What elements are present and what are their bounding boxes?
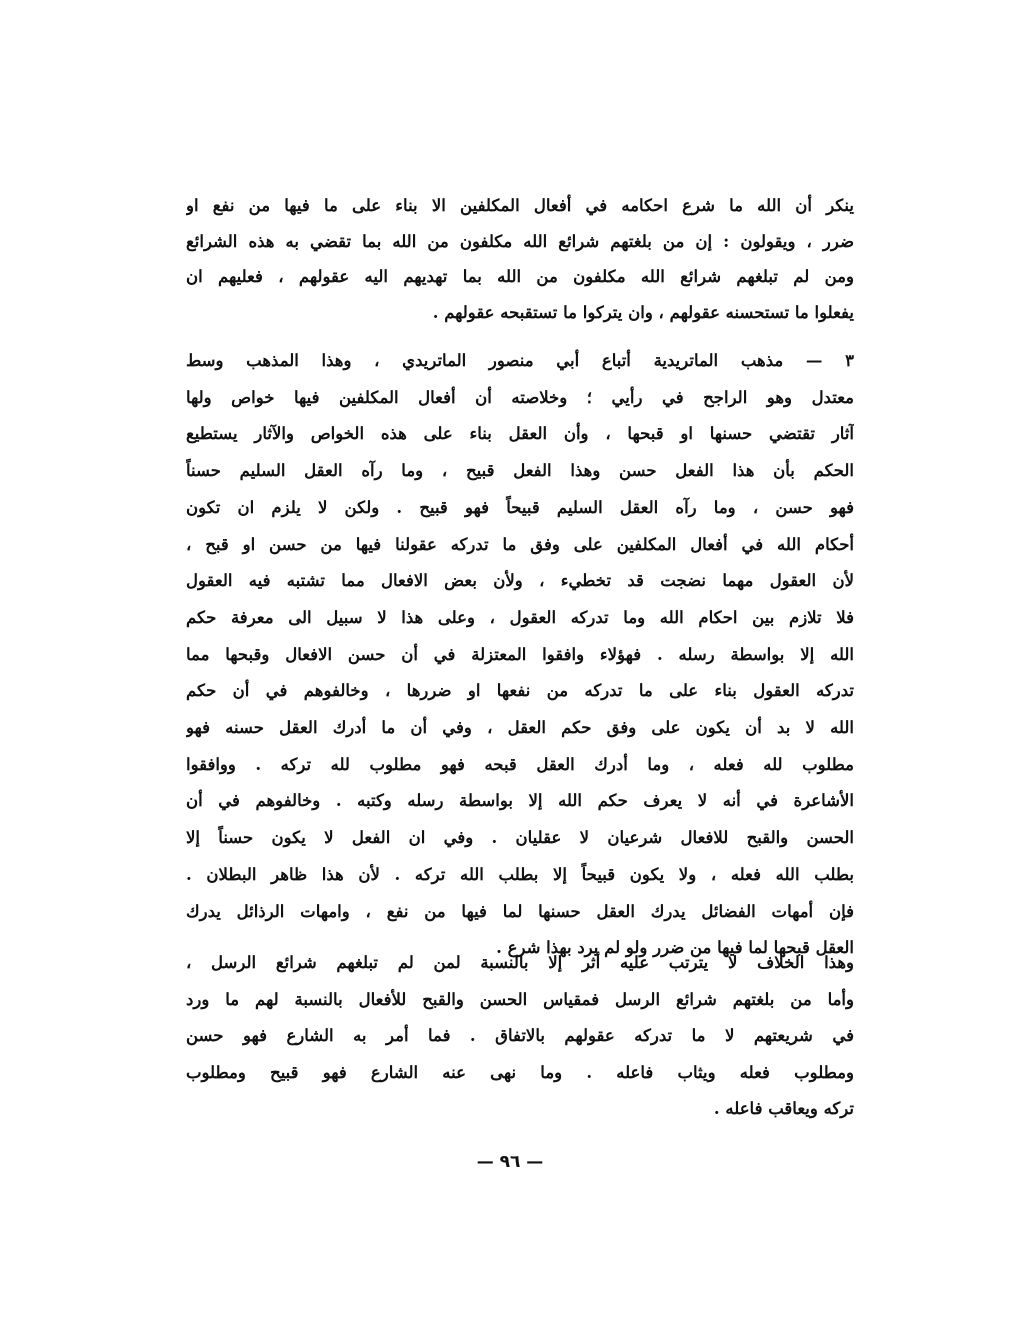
paragraph-3 — [186, 945, 854, 1128]
text-line: أحكام الله في أفعال المكلفين على وفق ما تدركه عقولنا فيها من حسن او قبح ، — [186, 534, 854, 554]
paragraph-1 — [186, 188, 854, 330]
text-line: الله لا بد أن يكون على وفق حكم العقل ، وفي أن ما أدرك العقل حسنه فهو — [186, 718, 854, 738]
text-line: الحكم بأن هذا الفعل حسن وهذا الفعل قبيح ، وما رآه العقل السليم حسناً — [186, 461, 854, 481]
text-line: فهو حسن ، وما رآه العقل السليم قبيحاً فهو قبيح . ولكن لا يلزم ان تكون — [186, 497, 854, 517]
text-line: ينكر أن الله ما شرع احكامه في أفعال المكلفين الا بناء على ما فيها من نفع او — [186, 196, 854, 215]
text-line: ومن لم تبلغهم شرائع الله مكلفون من الله بما تهديهم اليه عقولهم ، فعليهم ان — [186, 267, 854, 286]
text-line: آثار تقتضي حسنها او قبحها ، وأن العقل بناء على هذه الخواص والآثار يستطيع — [186, 424, 854, 444]
paragraph-2-maturidiyya — [186, 343, 854, 967]
text-line: وهذا الخلاف لا يترتب عليه أثر إلا بالنسبة لمن لم تبلغهم شرائع الرسل ، — [186, 953, 854, 972]
text-line: الله إلا بواسطة رسله . فهؤلاء وافقوا المعتزلة في أن حسن الافعال وقبحها مما — [186, 644, 854, 664]
text-line: الحسن والقبح للافعال شرعيان لا عقليان . وفي ان الفعل لا يكون حسناً إلا — [186, 828, 854, 848]
text-line: فإن أمهات الفضائل يدرك العقل حسنها لما فيها من نفع ، وامهات الرذائل يدرك — [186, 901, 854, 921]
text-line: ضرر ، ويقولون : إن من بلغتهم شرائع الله مكلفون من الله بما تقضي به هذه الشرائع — [186, 231, 854, 251]
text-line: فلا تلازم بين احكام الله وما تدركه العقول ، وعلى هذا لا سبيل الى معرفة حكم — [186, 607, 854, 627]
text-line: معتدل وهو الراجح في رأيي ؛ وخلاصته أن أفعال المكلفين فيها خواص ولها — [186, 387, 854, 407]
text-line: مطلوب لله فعله ، وما أدرك العقل قبحه فهو مطلوب لله تركه . ووافقوا — [186, 754, 854, 774]
text-line: ٣ — مذهب الماتريدية أتباع أبي منصور الماتريدي ، وهذا المذهب وسط — [186, 351, 854, 370]
text-line: في شريعتهم لا ما تدركه عقولهم بالاتفاق . فما أمر به الشارع فهو حسن — [186, 1026, 854, 1045]
page-number: — ٩٦ — — [476, 1152, 544, 1172]
text-line: تدركه العقول بناء على ما تدركه من نفعها او ضررها ، وخالفوهم في أن حكم — [186, 681, 854, 701]
text-line: العقل قبحها لما فيها من ضرر ولو لم يرد بهذا شرع . — [496, 938, 854, 958]
text-line: وأما من بلغتهم شرائع الرسل فمقياس الحسن والقبح للأفعال بالنسبة لهم ما ورد — [186, 989, 854, 1009]
text-line: يفعلوا ما تستحسنه عقولهم ، وان يتركوا ما تستقبحه عقولهم . — [432, 302, 854, 322]
text-line: لأن العقول مهما نضجت قد تخطيء ، ولأن بعض الافعال مما تشتبه فيه العقول — [186, 571, 854, 591]
text-line: ومطلوب فعله ويثاب فاعله . وما نهى عنه الشارع فهو قبيح ومطلوب — [186, 1062, 854, 1082]
text-line: الأشاعرة في أنه لا يعرف حكم الله إلا بواسطة رسله وكتبه . وخالفوهم في أن — [186, 791, 854, 811]
text-line: تركه ويعاقب فاعله . — [713, 1099, 854, 1118]
text-line: بطلب الله فعله ، ولا يكون قبيحاً إلا بطلب الله تركه . لأن هذا ظاهر البطلان . — [186, 864, 854, 884]
